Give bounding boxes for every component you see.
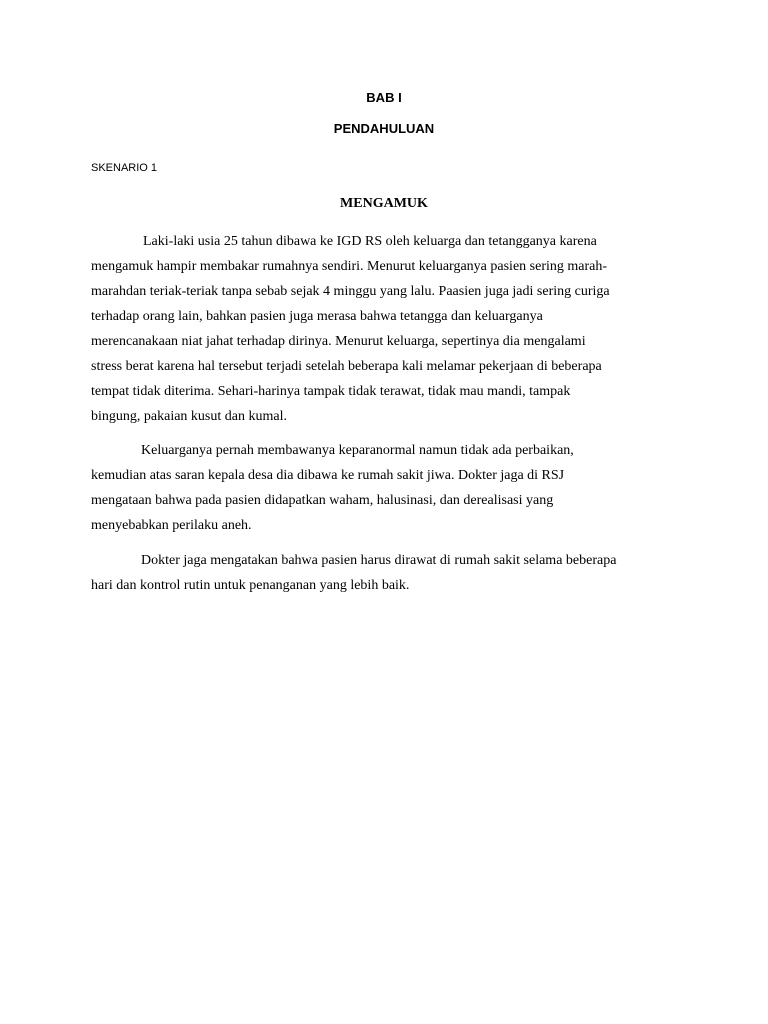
- paragraph-line: hari dan kontrol rutin untuk penanganan yang lebih baik.: [91, 578, 410, 593]
- chapter-number: BAB I: [366, 90, 402, 105]
- paragraph-3: [91, 548, 681, 598]
- scenario-label: SKENARIO 1: [91, 162, 158, 174]
- paragraph-line: menyebabkan perilaku aneh.: [91, 518, 252, 533]
- paragraph-line: Keluarganya pernah membawanya keparanormal namun tidak ada perbaikan,: [141, 443, 574, 458]
- paragraph-line: tempat tidak diterima. Sehari-harinya tampak tidak terawat, tidak mau mandi, tampak: [91, 384, 571, 399]
- section-title: MENGAMUK: [340, 196, 428, 211]
- paragraph-line: Dokter jaga mengatakan bahwa pasien harus dirawat di rumah sakit selama beberapa: [141, 553, 617, 568]
- paragraph-line: bingung, pakaian kusut dan kumal.: [91, 409, 287, 424]
- paragraph-line: mengataan bahwa pada pasien didapatkan waham, halusinasi, dan derealisasi yang: [91, 493, 554, 508]
- paragraph-1: [91, 229, 681, 429]
- paragraph-line: marahdan teriak-teriak tanpa sebab sejak 4 minggu yang lalu. Paasien juga jadi sering curiga: [91, 284, 610, 299]
- paragraph-line: kemudian atas saran kepala desa dia dibawa ke rumah sakit jiwa. Dokter jaga di RSJ: [91, 468, 565, 483]
- paragraph-line: mengamuk hampir membakar rumahnya sendiri. Menurut keluarganya pasien sering marah-: [91, 259, 608, 274]
- paragraph-line: terhadap orang lain, bahkan pasien juga merasa bahwa tetangga dan keluarganya: [91, 309, 543, 324]
- paragraph-line: merencanakaan niat jahat terhadap dirinya. Menurut keluarga, sepertinya dia mengalami: [91, 334, 586, 349]
- paragraph-line: Laki-laki usia 25 tahun dibawa ke IGD RS oleh keluarga dan tetangganya karena: [143, 234, 597, 249]
- paragraph-2: [91, 438, 681, 538]
- paragraph-line: stress berat karena hal tersebut terjadi setelah beberapa kali melamar pekerjaan di beberapa: [91, 359, 602, 374]
- chapter-title: PENDAHULUAN: [333, 121, 435, 136]
